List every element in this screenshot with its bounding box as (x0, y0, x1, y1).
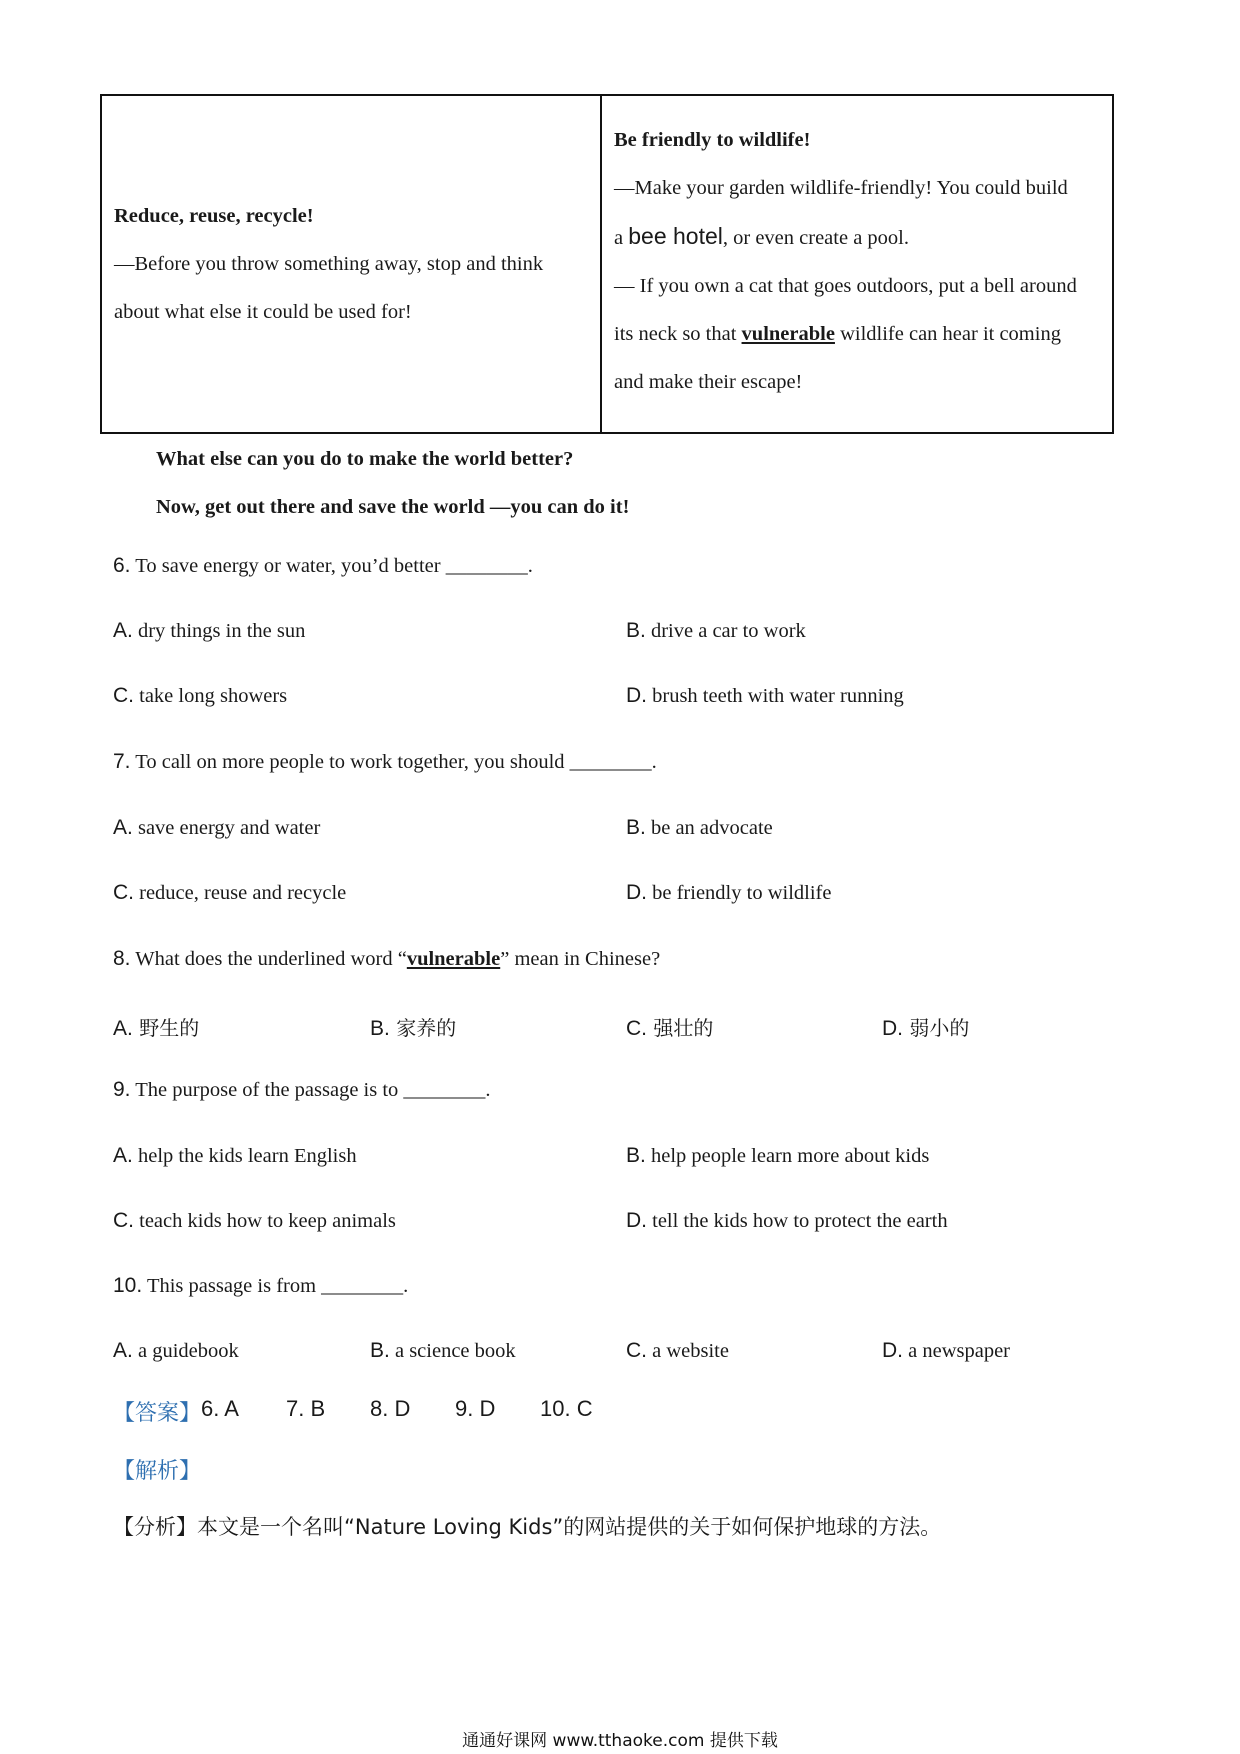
text-fragment: wildlife can hear it coming (834, 323, 1061, 345)
tip-text: about what else it could be used for! (114, 301, 412, 323)
text-fragment: its neck so that (614, 323, 742, 345)
option-text: be friendly to wildlife (647, 882, 832, 904)
option-label: A. (113, 1017, 133, 1040)
option-text: help people learn more about kids (645, 1145, 930, 1167)
question-number: 6. (113, 554, 131, 577)
question-number: 7. (113, 750, 131, 773)
option-a (113, 1012, 199, 1041)
option-label: C. (113, 684, 134, 707)
option-b (626, 619, 806, 643)
footer-watermark: 通通好课网 www.tthaoke.com 提供下载 (462, 1731, 778, 1751)
text-fragment: , or even create a pool. (722, 227, 909, 249)
option-b (626, 1144, 929, 1168)
option-text: reduce, reuse and recycle (134, 882, 347, 904)
option-label: B. (626, 619, 646, 642)
option-label: C. (626, 1017, 647, 1040)
option-label: B. (626, 816, 646, 839)
question-9 (113, 1078, 491, 1102)
tip-text: —Before you throw something away, stop and think (114, 253, 544, 275)
option-label: C. (626, 1339, 647, 1362)
answer-item: 8. D (370, 1396, 411, 1421)
option-c (626, 1012, 713, 1041)
text-fragment: a (614, 227, 629, 249)
option-text: save energy and water (132, 817, 321, 839)
closing-line: What else can you do to make the world better? (156, 448, 574, 470)
option-label: B. (370, 1339, 390, 1362)
question-text: To call on more people to work together, you should ________. (130, 751, 657, 773)
question-number: 10. (113, 1274, 143, 1297)
option-d (626, 1209, 948, 1233)
option-text: a website (647, 1340, 729, 1362)
question-text: What does the underlined word “ (130, 948, 407, 970)
option-label: A. (113, 619, 133, 642)
option-text: tell the kids how to protect the earth (647, 1210, 948, 1232)
question-text: The purpose of the passage is to ________. (130, 1079, 491, 1101)
option-label: C. (113, 881, 134, 904)
option-d (626, 881, 831, 905)
option-text: 家养的 (389, 1016, 457, 1040)
option-text: drive a car to work (645, 620, 806, 642)
tip-cell-reduce (102, 96, 602, 432)
option-label: B. (626, 1144, 646, 1167)
option-text: 弱小的 (903, 1016, 970, 1040)
analysis-text: 【分析】本文是一个名叫“Nature Loving Kids”的网站提供的关于如何保护地球的方法。 (113, 1515, 942, 1539)
question-number: 9. (113, 1078, 131, 1101)
option-text: 野生的 (132, 1016, 200, 1040)
option-d (626, 684, 904, 708)
option-text: take long showers (134, 685, 288, 707)
option-label: D. (626, 881, 647, 904)
tip-cell-wildlife (602, 96, 1112, 432)
option-b (370, 1339, 516, 1363)
option-text: teach kids how to keep animals (134, 1210, 396, 1232)
tip-text: and make their escape! (614, 371, 803, 393)
question-number: 8. (113, 947, 131, 970)
answer-item: 6. A (201, 1396, 239, 1421)
question-text: To save energy or water, you’d better ________. (130, 555, 533, 577)
option-a (113, 1144, 357, 1168)
option-c (113, 881, 346, 905)
tip-text (614, 310, 1102, 358)
option-a (113, 816, 320, 840)
analysis-tag: 【解析】 (113, 1459, 202, 1484)
answer-tag: 【答案】 (113, 1401, 202, 1426)
tip-text: — If you own a cat that goes outdoors, put a bell around (614, 275, 1077, 297)
underlined-word: vulnerable (406, 948, 501, 970)
option-text: 强壮的 (647, 1016, 714, 1040)
question-6 (113, 554, 533, 578)
tips-table (100, 94, 1114, 434)
answer-item: 7. B (286, 1396, 326, 1421)
option-b (370, 1012, 456, 1041)
option-text: dry things in the sun (132, 620, 306, 642)
option-label: D. (882, 1017, 903, 1040)
option-label: A. (113, 816, 133, 839)
bee-hotel-text: bee hotel (628, 223, 723, 249)
option-text: a newspaper (903, 1340, 1011, 1362)
tip-title-reduce: Reduce, reuse, recycle! (114, 205, 314, 227)
option-label: D. (882, 1339, 903, 1362)
tip-title-wildlife: Be friendly to wildlife! (614, 129, 811, 151)
answer-item: 9. D (455, 1396, 496, 1421)
option-c (626, 1339, 729, 1363)
question-text: This passage is from ________. (142, 1275, 409, 1297)
question-7 (113, 750, 657, 774)
option-a (113, 619, 305, 643)
option-d (882, 1339, 1010, 1363)
option-c (113, 1209, 396, 1233)
option-b (626, 816, 773, 840)
option-text: a science book (389, 1340, 516, 1362)
option-text: a guidebook (132, 1340, 239, 1362)
question-10 (113, 1274, 408, 1298)
option-text: be an advocate (645, 817, 773, 839)
option-label: A. (113, 1339, 133, 1362)
option-label: A. (113, 1144, 133, 1167)
option-d (882, 1012, 969, 1041)
answer-item: 10. C (540, 1396, 593, 1421)
closing-line: Now, get out there and save the world —you can do it! (156, 496, 630, 518)
option-label: B. (370, 1017, 390, 1040)
question-8 (113, 947, 660, 971)
option-a (113, 1339, 239, 1363)
option-text: help the kids learn English (132, 1145, 357, 1167)
underlined-word: vulnerable (741, 323, 835, 345)
option-label: C. (113, 1209, 134, 1232)
tip-text (614, 212, 1102, 262)
question-text: ” mean in Chinese? (500, 948, 661, 970)
option-label: D. (626, 684, 647, 707)
option-label: D. (626, 1209, 647, 1232)
option-text: brush teeth with water running (647, 685, 904, 707)
tip-text: —Make your garden wildlife-friendly! You could build (614, 177, 1068, 199)
option-c (113, 684, 287, 708)
answer-label (113, 1396, 201, 1427)
